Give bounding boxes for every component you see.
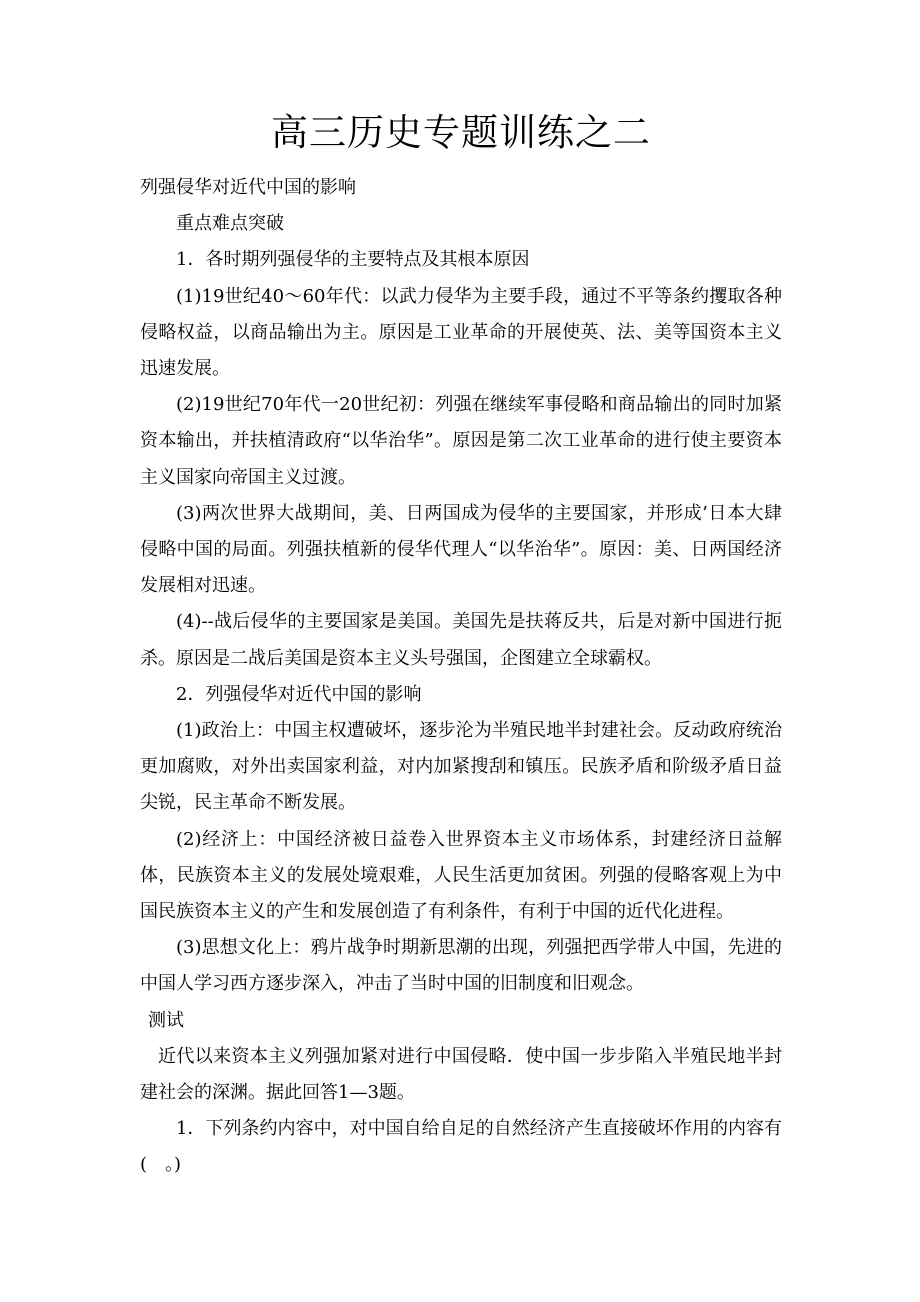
test-label: 测试	[148, 1009, 184, 1031]
section-heading: 重点难点突破	[176, 213, 284, 235]
test-intro: 近代以来资本主义列强加紧对进行中国侵略．使中国一步步陷入半殖民地半封建社会的深渊。据此回答1—3题。	[140, 1045, 782, 1104]
point2-item: (1)政治上：中国主权遭破坏，逐步沦为半殖民地半封建社会。反动政府统治更加腐败，对外出卖国家利益，对内加紧搜刮和镇压。民族矛盾和阶级矛盾日益尖锐，民主革命不断发展。	[140, 720, 782, 814]
point1-heading: 1．各时期列强侵华的主要特点及其根本原因	[176, 249, 530, 271]
document-title: 高三历史专题训练之二	[271, 111, 651, 154]
point1-item: (2)19世纪70年代一20世纪初：列强在继续军事侵略和商品输出的同时加紧资本输出，并扶植清政府“以华治华”。原因是第二次工业革命的进行使主要资本主义国家向帝国主义过渡。	[140, 394, 782, 488]
point1-item: (4)--战后侵华的主要国家是美国。美国先是扶蒋反共，后是对新中国进行扼杀。原因是二战后美国是资本主义头号强国，企图建立全球霸权。	[140, 611, 782, 669]
point1-item: (3)两次世界大战期间，美、日两国成为侵华的主要国家，并形成’日本大肆侵略中国的局面。列强扶植新的侵华代理人“以华治华”。原因：美、日两国经济发展相对迅速。	[140, 502, 782, 597]
point2-item: (2)经济上：中国经济被日益卷入世界资本主义市场体系，封建经济日益解体，民族资本主义的发展处境艰难，人民生活更加贫困。列强的侵略客观上为中国民族资本主义的产生和发展创造了有利条件，有利于中国的近代化进程。	[140, 828, 782, 923]
point1-item: (1)19世纪40～60年代：以武力侵华为主要手段，通过不平等条约攫取各种侵略权益，以商品输出为主。原因是工业革命的开展使英、法、美等国资本主义迅速发展。	[140, 285, 782, 380]
point2-heading: 2．列强侵华对近代中国的影响	[176, 683, 422, 705]
document-subtitle: 列强侵华对近代中国的影响	[140, 177, 356, 198]
point2-item: (3)思想文化上：鸦片战争时期新思潮的出现，列强把西学带人中国，先进的中国人学习西方逐步深入，冲击了当时中国的旧制度和旧观念。	[140, 937, 782, 995]
test-question-1: 1．下列条约内容中，对中国自给自足的自然经济产生直接破坏作用的内容有( 。)	[140, 1118, 782, 1176]
